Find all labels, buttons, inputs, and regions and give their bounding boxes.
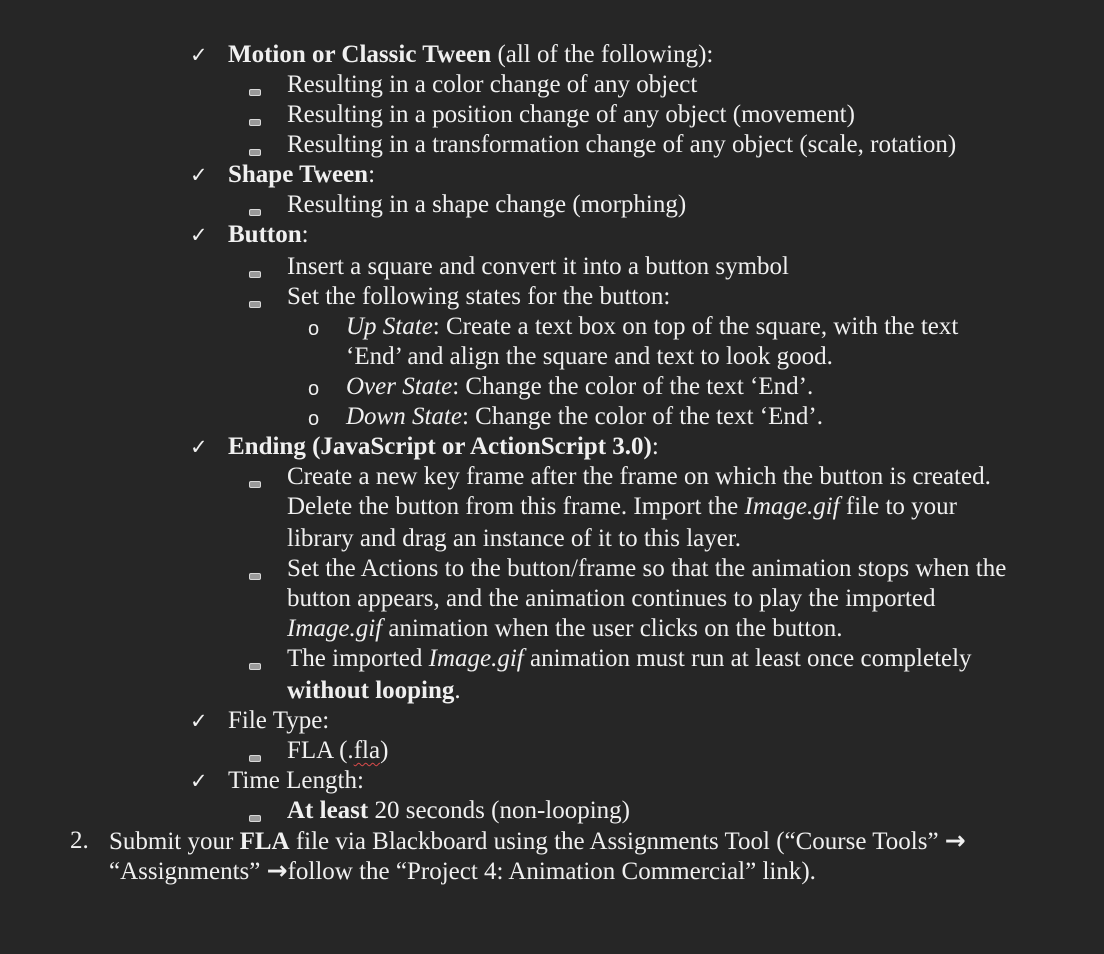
list-item-file-type <box>287 736 388 766</box>
list-item-up-state <box>346 312 958 342</box>
text-run: animation must run at least once completely <box>523 645 972 672</box>
arrow-right-icon: → <box>944 826 966 855</box>
list-item-shape-morph: Resulting in a shape change (morphing) <box>287 191 687 218</box>
ending-title: Ending (JavaScript or ActionScript 3.0) <box>228 433 652 460</box>
up-state-text: : Create a text box on top of the square, with the text <box>432 313 959 340</box>
text-run: animation when the user clicks on the button. <box>382 615 843 642</box>
up-state-continuation: ‘End’ and align the square and text to look good. <box>346 343 833 370</box>
ending-actions-line3 <box>287 614 842 644</box>
text-run: follow the “Project 4: Animation Commercial” link). <box>287 858 816 885</box>
ending-run-line2 <box>287 676 461 706</box>
checkmark-icon: ✓ <box>190 769 208 793</box>
text-run: . <box>454 677 461 704</box>
bullet-icon <box>249 271 261 278</box>
button-title: Button <box>228 221 302 248</box>
image-gif-filename: Image.gif <box>428 645 524 672</box>
step2-line1 <box>109 826 966 856</box>
bullet-icon <box>249 301 261 308</box>
list-item-button-states: Set the following states for the button: <box>287 283 671 310</box>
text-run: Delete the button from this frame. Import the <box>287 493 745 520</box>
motion-tween-suffix: (all of the following): <box>491 41 714 68</box>
list-item-motion-color: Resulting in a color change of any object <box>287 71 698 98</box>
shape-tween-suffix: : <box>368 161 376 188</box>
bullet-icon <box>249 209 261 216</box>
circle-bullet-icon: o <box>308 408 320 430</box>
text-run: Submit your <box>109 828 240 855</box>
ending-heading <box>228 432 659 462</box>
text-run: file to your <box>839 493 957 520</box>
step2-line2 <box>109 856 816 886</box>
bullet-icon <box>249 755 261 762</box>
text-run: file via Blackboard using the Assignments Tool (“Course Tools” <box>289 828 945 855</box>
ending-actions-line2: button appears, and the animation continues to play the imported <box>287 585 936 612</box>
checkmark-icon: ✓ <box>190 163 208 187</box>
checkmark-icon: ✓ <box>190 435 208 459</box>
up-state-label: Up State <box>346 313 433 340</box>
motion-tween-title: Motion or Classic Tween <box>228 41 492 68</box>
list-item-ending-actions: Set the Actions to the button/frame so that the animation stops when the <box>287 555 1007 582</box>
without-looping-emphasis: without looping <box>287 677 455 704</box>
image-gif-filename: Image.gif <box>744 493 840 520</box>
ending-keyframe-line3: library and drag an instance of it to this layer. <box>287 525 742 552</box>
ending-keyframe-line2 <box>287 492 957 522</box>
text-run: The imported <box>287 645 429 672</box>
list-item-time-length <box>287 796 630 826</box>
bullet-icon <box>249 149 261 156</box>
arrow-right-icon: → <box>266 856 288 885</box>
checkmark-icon: ✓ <box>190 223 208 247</box>
list-item-over-state <box>346 372 813 402</box>
bullet-icon <box>249 89 261 96</box>
over-state-text: : Change the color of the text ‘End’. <box>452 373 814 400</box>
fla-emphasis: FLA <box>239 828 290 855</box>
list-item-ending-keyframe: Create a new key frame after the frame on which the button is created. <box>287 463 991 490</box>
circle-bullet-icon: o <box>308 318 320 340</box>
down-state-label: Down State <box>346 403 462 430</box>
circle-bullet-icon: o <box>308 378 320 400</box>
ending-suffix: : <box>651 433 659 460</box>
list-item-ending-run <box>287 644 972 674</box>
text-run: “Assignments” <box>109 858 267 885</box>
bullet-icon <box>249 573 261 580</box>
shape-tween-title: Shape Tween <box>228 161 369 188</box>
list-item-button-insert: Insert a square and convert it into a button symbol <box>287 253 789 280</box>
motion-tween-heading <box>228 40 713 70</box>
file-type-heading: File Type: <box>228 707 330 734</box>
bullet-icon <box>249 815 261 822</box>
shape-tween-heading <box>228 160 375 190</box>
checkmark-icon: ✓ <box>190 43 208 67</box>
image-gif-filename: Image.gif <box>287 615 383 642</box>
button-heading <box>228 220 309 250</box>
list-item-down-state <box>346 402 823 432</box>
bullet-icon <box>249 663 261 670</box>
text-run: 20 seconds (non-looping) <box>368 797 631 824</box>
text-run: ) <box>380 737 389 764</box>
button-suffix: : <box>301 221 309 248</box>
spellcheck-underlined-word: fla <box>353 737 381 764</box>
bullet-icon <box>249 481 261 488</box>
over-state-label: Over State <box>346 373 453 400</box>
time-length-heading: Time Length: <box>228 767 364 794</box>
bullet-icon <box>249 119 261 126</box>
at-least-emphasis: At least <box>287 797 369 824</box>
step-number: 2. <box>70 827 89 854</box>
text-run: FLA (. <box>287 737 354 764</box>
checkmark-icon: ✓ <box>190 709 208 733</box>
down-state-text: : Change the color of the text ‘End’. <box>461 403 823 430</box>
list-item-motion-transform: Resulting in a transformation change of any object (scale, rotation) <box>287 131 957 158</box>
list-item-motion-position: Resulting in a position change of any object (movement) <box>287 101 855 128</box>
